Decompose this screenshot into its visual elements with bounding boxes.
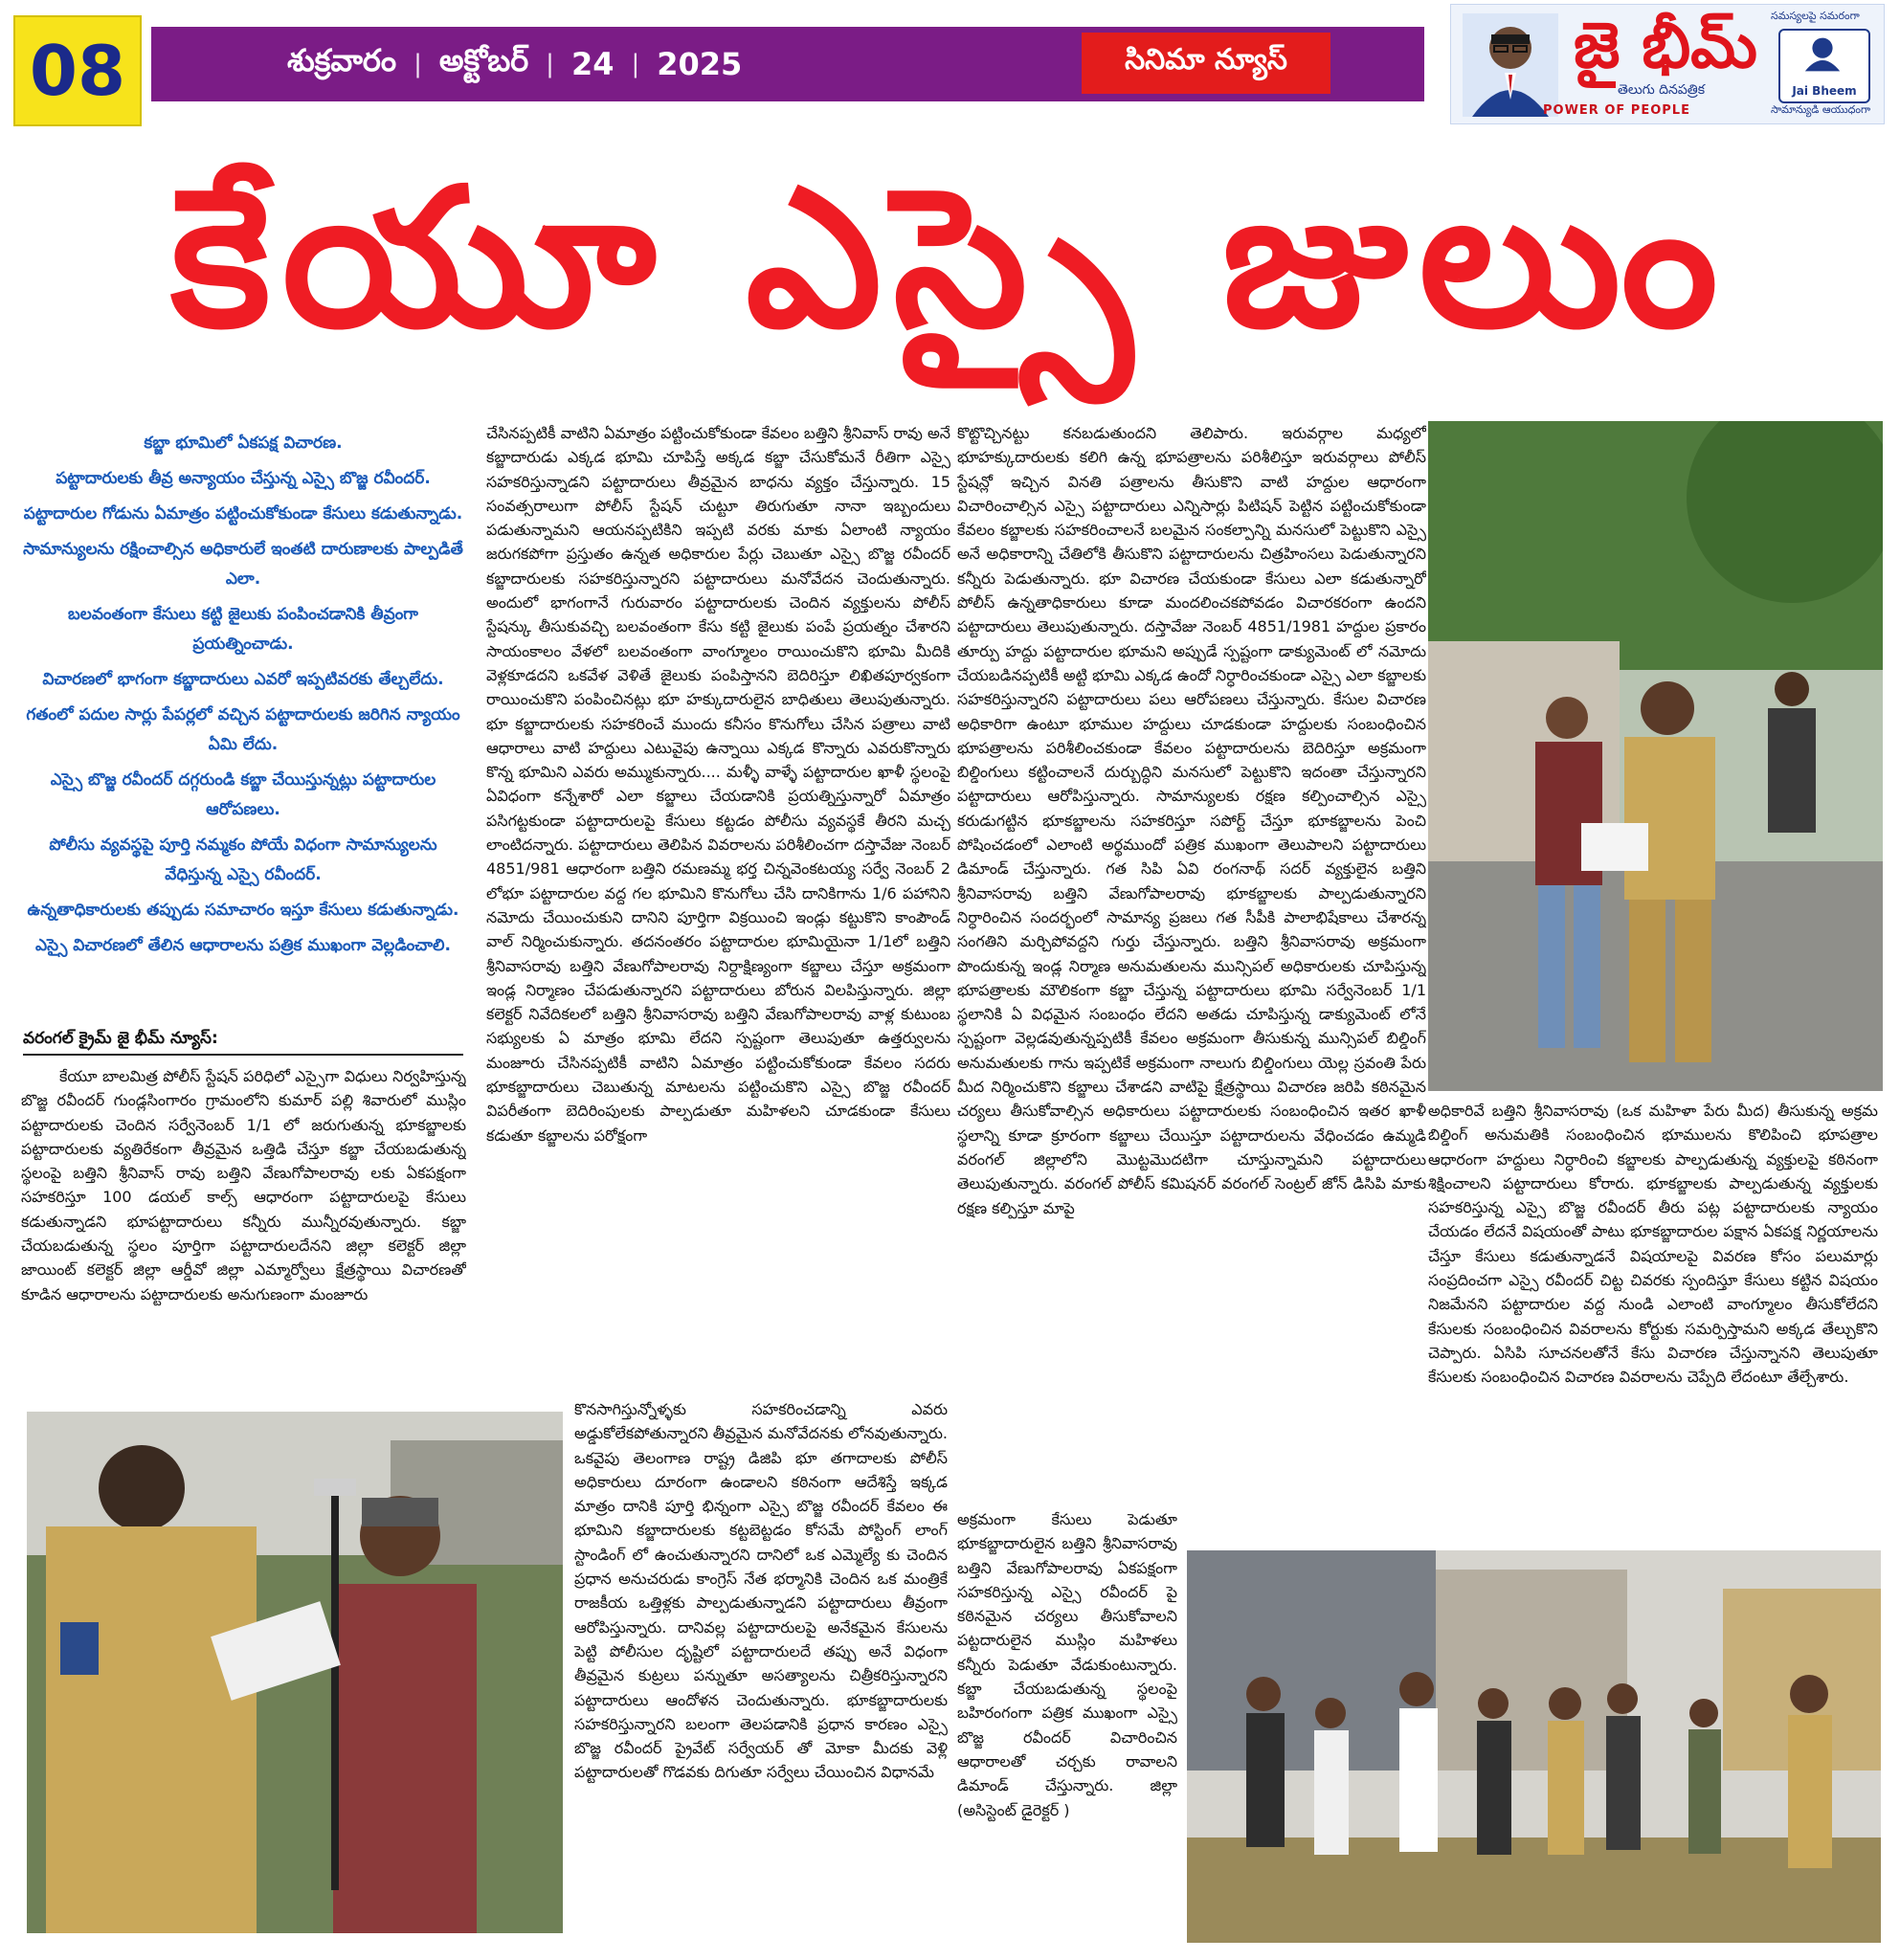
photo-officer-with-surveyor (27, 1412, 563, 1933)
dateline (287, 33, 842, 96)
ambedkar-portrait-icon (1463, 13, 1558, 117)
byline: వరంగల్ క్రైమ్ జై భీమ్ న్యూస్: (23, 1029, 463, 1056)
masthead-title: జై భీమ్ (1574, 8, 1757, 82)
article-column-2: చేసినప్పటికీ వాటిని ఏమాత్రం పట్టించుకోకుండా కేవలం బత్తిని శ్రీనివాస్ రావు అనే కబ్జాదారుడు ఎక్కడ భూమి చూపిస్తే అక్కడ కబ్జా చేసుకోమనే రీతిగా ఎస్సై సహకరిస్తున్నాడని పట్టాదారులు తీవ్రమైన బాధను వ్యక్తం చేస్తున్నారు. 15 సంవత్సరాలుగా పోలీస్ స్టేషన్ చుట్టూ తిరుగుతూ నానా ఇబ్బందులు పడుతున్నామని ఆయనప్పటికిని ఇప్పటి వరకు మాకు ఏలాంటి న్యాయం జరుగకపోగా ప్రస్తుతం ఉన్నత అధికారుల పేర్లు చెబుతూ ఎస్సై బొజ్జ రవీందర్ కబ్జాదారులకు సహకరిస్తున్నారని పట్టాదారులు మనోవేదన చెందుతున్నారు. అందులో భాగంగానే గురువారం పట్టాదారులకు చెందిన వ్యక్తులను పోలీస్ స్టేషన్కు తీసుకువచ్చి బలవంతంగా కేసు కట్టి జైలుకు పంపే ప్రయత్నం చేశారని సాయంకాలం వేళలో బలవంతంగా వాంగ్మూలం రాయించుకొని భూమి మీదికి వెళ్లకూడదని ఒకవేళ వెళితే జైలుకు పంపిస్తానని బెదిరిస్తూ లిఖితపూర్వకంగా రాయించుకొని పంపించినట్లు భూ హక్కుదారులైన బాధితులు తెలుపుతున్నారు. భూ కబ్జాదారులకు సహకరించే ముందు కనీసం కొనుగోలు చేసిన పత్రాలు వాటి ఆధారాలు వాటి హద్దులు ఎటువైపు ఉన్నాయి ఎక్కడ కొన్నారు ఎవరుకొన్నారు కొన్న భూమిని ఎవరు అమ్ముకున్నారు.... మళ్ళీ వాళ్ళే పట్టాదారుల ఖాళీ స్థలంపై ఏవిధంగా కన్నేశారో ఎలా కబ్జాలు చేయడానికి ప్రయత్నిస్తున్నారో ఏమాత్రం పసిగట్టకుండా పట్టాదారులపై కేసులు కట్టడం పోలీసు వ్యవస్థకే తీరని మచ్చ లాంటిదన్నారు. పట్టాదారులు తెలిపిన వివరాలను పరిశీలించగా దస్తావేజు నెంబర్ 4851/981 ఆధారంగా బత్తిని రమణమ్మ భర్త చిన్నవెంకటయ్య సర్వే నెంబర్ 2 లోభూ పట్టాదారుల వద్ద గల భూమిని కొనుగోలు చేసి దానికిగాను 1/6 పహానిని నమోదు చేయించుకుని దానిని పూర్తిగా విక్రయించి ఇండ్లు కట్టుకొని కాంపౌండ్ వాల్ నిర్మించుకున్నారు. తదనంతరం పట్టాదారుల భూమియైనా 1/1లో బత్తిని శ్రీనివాసరావు బత్తిని వేణుగోపాలరావు నిర్దాక్షిణ్యంగా కబ్జాలు చేస్తూ అక్రమంగా ఇండ్ల నిర్మాణం చేపడుతున్నారని పట్టాదారులు బోరున విలపిస్తున్నారు. జిల్లా కలెక్టర్ నివేదికలలో బత్తిని శ్రీనివాసరావు బత్తిని వేణుగోపాలరావు వాళ్ల కుటుంబ సభ్యులకు ఏ మాత్రం భూమి లేదని స్పష్టంగా తెలుపుతూ ఉత్తర్వులను మంజూరు చేసినప్పటికీ వాటిని ఏమాత్రం పట్టించుకోకుండా కేవలం సదరు భూకబ్జాదారులు చెబుతున్న మాటలను పట్టించుకొని ఎస్సై బొజ్జ రవీందర్ విపరీతంగా బెదిరింపులకు పాల్పడుతూ మహిళలని చూడకుండా కేసులు కడుతూ కబ్జాలను పరోక్షంగా (486, 424, 950, 1145)
highlight-item: ఎస్సై బొజ్జ రవీందర్ దగ్గరుండి కబ్జా చేయిస్తున్నట్లు పట్టాదారుల ఆరోపణలు. (50, 770, 436, 819)
headline: కేయూ ఎస్సై జులుం (170, 153, 1730, 370)
date-day: శుక్రవారం (287, 42, 397, 78)
date-separator: | (546, 50, 554, 78)
masthead-logo-text: Jai Bheem (1792, 84, 1857, 98)
page-number: 08 (29, 31, 126, 111)
masthead-logo (1778, 29, 1870, 103)
masthead-tag-top: సమస్యలపై సమరంగా (1771, 10, 1860, 22)
highlight-item: గతంలో పదుల సార్లు పేపర్లలో వచ్చిన పట్టాదారులకు జరిగిన న్యాయం ఏమి లేదు. (26, 705, 460, 754)
highlight-item: పోలీసు వ్యవస్థపై పూర్తి నమ్మకం పోయే విధంగా సామాన్యులను వేధిస్తున్న ఎస్సై రవీందర్. (49, 835, 437, 884)
article-column-3-continued: అక్రమంగా కేసులు పెడుతూ భూకబ్జాదారులైన బత్తిని శ్రీనివాసరావు బత్తిని వేణుగోపాలరావు ఏకపక్షంగా సహకరిస్తున్న ఎస్సై రవీందర్ పై కఠినమైన చర్యలు తీసుకోవాలని పట్టదారులైన ముస్లిం మహిళలు కన్నీరు పెడుతూ వేడుకుంటున్నారు. కబ్జా చేయబడుతున్న స్థలంపై బహిరంగంగా పత్రిక ముఖంగా ఎస్సై బొజ్జ రవీందర్ విచారించిన ఆధారాలతో చర్చకు రావాలని డిమాండ్ చేస్తున్నారు. జిల్లా (అసిస్టెంట్ డైరెక్టర్ ) (957, 1510, 1177, 1819)
date-separator: | (631, 50, 640, 78)
highlight-item: విచారణలో భాగంగా కబ్జాదారులు ఎవరో ఇప్పటివరకు తేల్చలేదు. (42, 670, 444, 689)
masthead-slogan: POWER OF PEOPLE (1543, 103, 1690, 118)
article-column-2-continued: కొనసాగిస్తున్నోళ్ళకు సహకరించడాన్ని ఎవరు అడ్డుకోలేకపోతున్నారని తీవ్రమైన మనోవేదనకు లోనవుతున్నారు. ఒకవైపు తెలంగాణ రాష్ట్ర డిజిపి భూ తగాదాలకు పోలీస్ అధికారులు దూరంగా ఉండాలని కఠినంగా ఆదేశిస్తే ఇక్కడ మాత్రం దానికి పూర్తి భిన్నంగా ఎస్సై బొజ్జ రవీందర్ కేవలం ఈ భూమిని కబ్జాదారులకు కట్టబెట్టడం కోసమే పోస్టింగ్ లాంగ్ స్టాండింగ్ లో ఉంచుతున్నారని దానిలో ఒక ఎమ్మెల్యే కు చెందిన ప్రధాన అనుచరుడు కాంగ్రెస్ నేత భర్మానికి చెందిన ఒక మంత్రికే రాజకీయ ఒత్తిళ్లకు పాల్పడుతున్నాడని పట్టాదారులు తీవ్రంగా ఆరోపిస్తున్నారు. దానివల్ల పట్టాదారులపై అనేకమైన కేసులను పెట్టి పోలీసుల దృష్టిలో పట్టాదారులదే తప్పు అనే విధంగా తీవ్రమైన కుట్రలు పన్నుతూ అసత్యాలను చిత్రీకరిస్తున్నారని పట్టాదారులు ఆందోళన చెందుతున్నారు. భూకబ్జాదారులకు సహకరిస్తున్నారని బలంగా తెలపడానికి ప్రధాన కారణం ఎస్సై బొజ్జ రవీందర్ ప్రైవేట్ సర్వేయర్ తో మోకా మీదకు వెళ్లి పట్టాదారులతో గొడవకు దిగుతూ సర్వేలు చేయించిన విధానమే (574, 1400, 948, 1782)
date-day-number: 24 (570, 46, 615, 82)
article-column-4: అధికారివే బత్తిని శ్రీనివాసరావు (ఒక మహిళా పేరు మీద) తీసుకున్న అక్రమ బిల్డింగ్ అనుమతికి సంబంధించిన భూములను కొలిపించి భూపత్రాల ఆధారంగా హద్దులు నిర్ధారించి కబ్జాలకు పాల్పడుతున్న వ్యక్తులపై కఠినంగా శిక్షించాలని పట్టాదారులు కోరారు. భూకబ్జాలకు పాల్పడుతున్న వ్యక్తులకు సహకరిస్తున్న ఎస్సై బొజ్జ రవీందర్ తీరు పట్ల పట్టాదారులకు న్యాయం చేయడం లేదనే విషయంతో పాటు భూకబ్జాదారుల పక్షాన ఏకపక్ష నిర్ణయాలను చేస్తూ కేసులు కడుతున్నాడనే విషయాలపై వివరణ కోసం పలుమార్లు సంప్రదించగా ఎస్సై రవీందర్ చిట్ట చివరకు స్పందిస్తూ కేసులు కట్టిన విషయం నిజమేనని పట్టాదారుల వద్ద నుండి ఎలాంటి వాంగ్మూలం తీసుకోలేదని కేసులకు సంబంధించిన వివరాలను కోర్టుకు సమర్పిస్తామని అక్కడ తేల్చుకొని చెప్పారు. ఏసిపి సూచనలతోనే కేసు విచారణ చేస్తున్నానని తెలుపుతూ కేసులకు సంబంధించిన విచారణ వివరాలను చెప్పేది లేదంటూ తేల్చేశారు. (1428, 1102, 1878, 1387)
highlight-item: పట్టాదారులకు తీవ్ర అన్యాయం చేస్తున్న ఎస్సై బొజ్జ రవీందర్. (56, 469, 431, 488)
highlight-item: బలవంతంగా కేసులు కట్టి జైలుకు పంపించడానికి తీవ్రంగా ప్రయత్నించాడు. (68, 605, 418, 654)
highlight-item: ఎస్సై విచారణలో తేలిన ఆధారాలను పత్రిక ముఖంగా వెల్లడించాలి. (35, 936, 451, 955)
date-year: 2025 (657, 46, 743, 82)
section-label: సినిమా న్యూస్ (1082, 33, 1330, 94)
highlight-item: సామాన్యులను రక్షించాల్సిన అధికారులే ఇంతటి దారుణాలకు పాల్పడితే ఎలా. (23, 540, 463, 589)
highlight-item: కబ్జా భూమిలో ఏకపక్ష విచారణ. (144, 434, 343, 453)
article-column-1: కేయూ బాలమిత్ర పోలీస్ స్టేషన్ పరిధిలో ఎస్సైగా విధులు నిర్వహిస్తున్న బొజ్జ రవీందర్ గుండ్లసింగారం గ్రామంలోని కుమార్ పల్లి శివారులో ముస్లిం పట్టాదారులకు చెందిన సర్వేనెంబర్ 1/1 లో జరుగుతున్న భూకబ్జాలకు పట్టాదారులకు వ్యతిరేకంగా తీవ్రమైన ఒత్తిడి చేస్తూ కబ్జా చేయబడుతున్న స్థలంపై బత్తిని శ్రీనివాస్ రావు బత్తిని వేణుగోపాలరావు లకు ఏకపక్షంగా సహకరిస్తూ 100 డయల్ కాల్స్ ఆధారంగా పట్టాదారులపై కేసులు కడుతున్నాడని భూపట్టాదారులు కన్నీరు మున్నీరవుతున్నారు. కబ్జా చేయబడుతున్న స్థలం పూర్తిగా పట్టాదారులదేనని జిల్లా కలెక్టర్ జిల్లా జాయింట్ కలెక్టర్ జిల్లా ఆర్డీవో జిల్లా ఎమ్మార్వోలు క్షేత్రస్థాయి విచారణతో కూడిన ఆధారాలను పట్టాదారులకు అనుగుణంగా మంజూరు (21, 1067, 466, 1303)
date-separator: | (414, 50, 422, 78)
highlight-item: ఉన్నతాధికారులకు తప్పుడు సమాచారం ఇస్తూ కేసులు కడుతున్నాడు. (27, 901, 459, 920)
highlights-block (23, 429, 463, 1022)
page-number-box (13, 15, 142, 126)
photo-group-at-site (1187, 1550, 1881, 1943)
highlight-item: పట్టాదారుల గోడును ఏమాత్రం పట్టించుకోకుండా కేసులు కడుతున్నాడు. (23, 504, 463, 523)
photo-police-officer-walking (1428, 421, 1883, 1091)
article-column-3: కొట్టొచ్చినట్టు కనబడుతుందని తెలిపారు. ఇరువర్గాల మధ్యలో భూహక్కుదారులకు కలిగి ఉన్న భూపత్రాలను పరిశీలిస్తూ ఇరువర్గాలు పోలీస్ స్టేషన్లో ఇచ్చిన వినతి పత్రాలను తీసుకొని వాటి హద్దుల ఆధారంగా విచారించాల్సిన ఎస్సై పట్టాదారులు ఎన్నిసార్లు పిటిషన్ పెట్టిన పట్టించుకోకుండా కేవలం కబ్జాలకు సహకరించాలనే బలమైన సంకల్పాన్ని మనసులో పెట్టుకొని ఎస్సై అనే అధికారాన్ని చేతిలోకి తీసుకొని పట్టాదారులను చిత్రహింసలు పెడుతున్నారని కన్నీరు పెడుతున్నారు. భూ విచారణ చేయకుండా కేసులు ఎలా కడుతున్నారో పోలీస్ ఉన్నతాధికారులు కూడా మందలించకపోవడం విచారకరంగా ఉందని పట్టాదారులు తెలుపుతున్నారు. దస్తావేజు నెంబర్ 4851/1981 హద్దుల ప్రకారం తూర్పు హద్దు పట్టాదారుల భూమని అప్పుడే స్పష్టంగా డాక్యుమెంట్ లో నమోదు చేయబడినప్పటికీ అట్టి భూమి ఎక్కడ ఉందో నిర్ధారించకుండా ఎస్సై ఎలా కబ్జాలకు సహకరిస్తున్నారని పట్టాదారులు పలు ఆరోపణలు చేస్తున్నారు. కేసుల విచారణ అధికారిగా ఉంటూ భూముల హద్దులు చూడకుండా హద్దులకు సంబంధించిన భూపత్రాలను పరిశీలించకుండా కేవలం పట్టాదారులను బెదిరిస్తూ అక్రమంగా బిల్డింగులు కట్టించాలనే దుర్బుద్ధిని మనసులో పెట్టుకొని ఇదంతా చేస్తున్నారని పట్టాదారులు ఆరోపిస్తున్నారు. సామాన్యులకు రక్షణ కల్పించాల్సిన ఎస్సై కరుడుగట్టిన భూకబ్జాలను సహకరిస్తూ సపోర్ట్ చేస్తూ భూకబ్జాలను పెంచి పోషించడంలో ఎలాంటి అర్థముందో పత్రిక ముఖంగా తెలుపాలని పట్టాదారులు డిమాండ్ చేస్తున్నారు. గత సిపి ఏవి రంగనాథ్ సదర్ వ్యక్తులైన బత్తిని శ్రీనివాసరావు బత్తిని వేణుగోపాలరావు భూకబ్జాలకు పాల్పడుతున్నారని నిర్ధారించిన సందర్భంలో సామాన్య ప్రజలు గత సీపీకి పాలాభిషేకాలు చేశారన్న సంగతిని మర్చిపోవద్దని గుర్తు చేస్తున్నారు. బత్తిని శ్రీనివాసరావు అక్రమంగా పొందుకున్న ఇండ్ల నిర్మాణ అనుమతులను మున్సిపల్ అధికారులకు చూపిస్తున్న భూపత్రాలకు మౌలికంగా కబ్జా చేస్తున్న పట్టాదారులు భూమి సర్వేనెంబర్ 1/1 స్థలానికి ఏ విధమైన సంబంధం లేదని అతడు చూపిస్తున్న డాక్యుమెంట్ లోనే స్పష్టంగా వెల్లడవుతున్నప్పటికీ కేవలం అక్రమంగా తీసుకున్న మున్సిపల్ బిల్డింగ్ అనుమతులకు గాను ఇప్పటికే అక్రమంగా నాలుగు బిల్డింగులు యెల్ల స్రవంతి పేరు మీద నిర్మించుకొని కబ్జాలు చేశాడని వాటిపై క్షేత్రస్థాయి విచారణ జరిపి కఠినమైన చర్యలు తీసుకోవాల్సిన అధికారులు పట్టాదారులకు సంబంధించిన ఇతర ఖాళీ స్థలాన్ని కూడా క్రూరంగా కబ్జాలు చేయిస్తూ పట్టాదారులను వేధించడం ఉమ్మడి వరంగల్ జిల్లాలోని మొట్టమొదటిగా చూస్తున్నామని పట్టాదారులు తెలుపుతున్నారు. వరంగల్ పోలీస్ కమిషనర్ వరంగల్ సెంట్రల్ జోన్ డిసిపి మాకు రక్షణ కల్పిస్తూ మాపై (957, 424, 1426, 1217)
portrait-logo-icon (1780, 31, 1865, 84)
masthead-tag-bottom: సామాన్యుడి ఆయుధంగా (1771, 103, 1871, 116)
masthead-subtitle: తెలుగు దినపత్రిక (1618, 82, 1706, 98)
date-month: అక్టోబర్ (438, 42, 529, 78)
